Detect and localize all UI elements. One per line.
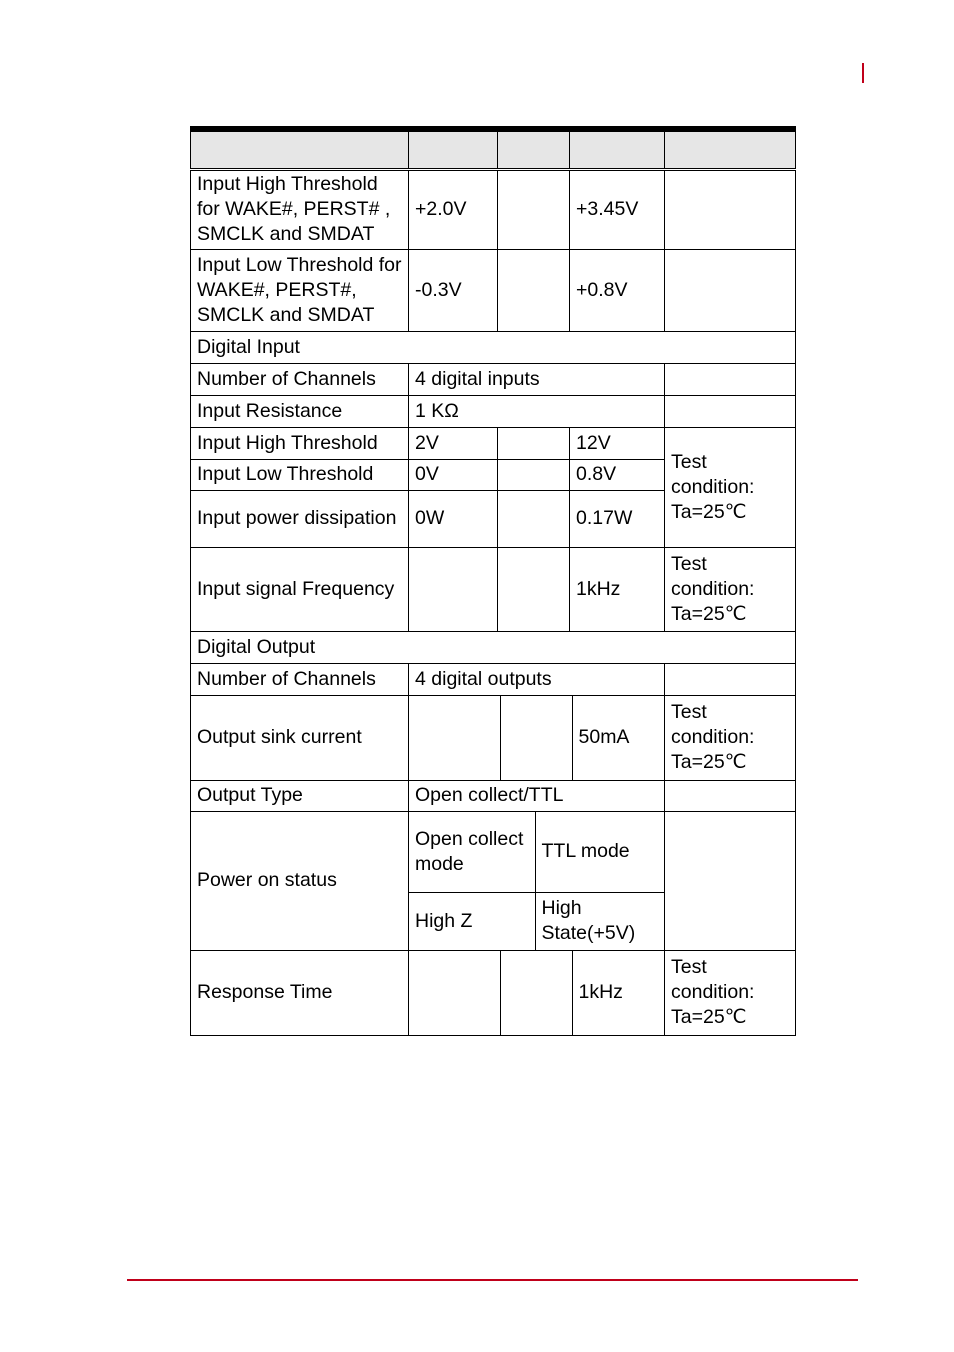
param-cell: Power on status <box>191 811 409 950</box>
typ-cell <box>498 427 570 459</box>
max-cell: 0.8V <box>570 459 665 490</box>
typ-cell <box>498 490 570 547</box>
param-cell: Number of Channels <box>191 363 409 395</box>
param-cell: Input High Threshold <box>191 427 409 459</box>
typ-cell <box>500 951 572 1035</box>
specification-table <box>190 126 796 1036</box>
min-cell: 0V <box>409 459 498 490</box>
param-cell: Number of Channels <box>191 663 409 695</box>
param-cell: Input signal Frequency <box>191 547 409 631</box>
note-cell <box>665 811 796 950</box>
param-cell: Input power dissipation <box>191 490 409 547</box>
max-cell: +3.45V <box>570 169 665 249</box>
table-row <box>191 695 796 780</box>
table-row <box>191 249 796 331</box>
section-row-digital-output <box>191 631 796 663</box>
value-cell: Open collect/TTL <box>409 780 665 811</box>
typ-cell <box>498 169 570 249</box>
min-cell: +2.0V <box>409 169 498 249</box>
note-cell: Test condition: Ta=25℃ <box>665 427 796 547</box>
note-cell <box>665 395 796 427</box>
table-row <box>191 547 796 631</box>
header-cell-note <box>665 129 796 169</box>
table-row <box>191 169 796 249</box>
value-cell: 4 digital outputs <box>409 663 665 695</box>
param-cell: Input Low Threshold <box>191 459 409 490</box>
note-cell <box>665 169 796 249</box>
table-row <box>191 663 796 695</box>
footer-rule <box>127 1279 858 1281</box>
header-accent-mark <box>862 63 864 83</box>
note-cell: Test condition: Ta=25℃ <box>665 547 796 631</box>
table-row <box>191 950 796 1035</box>
header-cell-typ <box>498 129 570 169</box>
note-cell <box>665 780 796 811</box>
table-row <box>191 363 796 395</box>
max-cell: 50mA <box>572 696 665 780</box>
param-cell: Input Resistance <box>191 395 409 427</box>
min-cell: 2V <box>409 427 498 459</box>
note-cell: Test condition: Ta=25℃ <box>665 695 796 780</box>
table-row <box>191 780 796 811</box>
value-group-cell <box>409 695 665 780</box>
section-title: Digital Input <box>191 331 796 363</box>
typ-cell <box>498 249 570 331</box>
min-cell <box>409 696 500 780</box>
param-cell: Input High Threshold for WAKE#, PERST# , SMCLK and SMDAT <box>191 169 409 249</box>
table-row <box>191 811 796 950</box>
min-cell: 0W <box>409 490 498 547</box>
table-header-row <box>191 129 796 169</box>
power-status-cell <box>409 811 665 950</box>
header-cell-min <box>409 129 498 169</box>
note-cell <box>665 363 796 395</box>
typ-cell <box>498 459 570 490</box>
table-row <box>191 395 796 427</box>
section-title: Digital Output <box>191 631 796 663</box>
header-cell-parameter <box>191 129 409 169</box>
value-cell: 4 digital inputs <box>409 363 665 395</box>
max-cell: 1kHz <box>570 547 665 631</box>
typ-cell <box>498 547 570 631</box>
min-cell <box>409 547 498 631</box>
typ-cell <box>500 696 572 780</box>
param-cell: Input Low Threshold for WAKE#, PERST#, SMCLK and SMDAT <box>191 249 409 331</box>
note-cell: Test condition: Ta=25℃ <box>665 950 796 1035</box>
max-cell: 1kHz <box>572 951 665 1035</box>
param-cell: Output Type <box>191 780 409 811</box>
state-open-collect: High Z <box>409 893 535 950</box>
section-row-digital-input <box>191 331 796 363</box>
max-cell: +0.8V <box>570 249 665 331</box>
value-cell: 1 KΩ <box>409 395 665 427</box>
mode-open-collect: Open collect mode <box>415 827 524 875</box>
max-cell: 0.17W <box>570 490 665 547</box>
header-cell-max <box>570 129 665 169</box>
min-cell: -0.3V <box>409 249 498 331</box>
note-cell <box>665 249 796 331</box>
value-group-cell <box>409 950 665 1035</box>
min-cell <box>409 951 500 1035</box>
state-ttl: High State(+5V) <box>535 893 664 950</box>
param-cell: Output sink current <box>191 695 409 780</box>
note-cell <box>665 663 796 695</box>
mode-ttl: TTL mode <box>535 812 664 893</box>
param-cell: Response Time <box>191 950 409 1035</box>
max-cell: 12V <box>570 427 665 459</box>
table-row <box>191 427 796 459</box>
